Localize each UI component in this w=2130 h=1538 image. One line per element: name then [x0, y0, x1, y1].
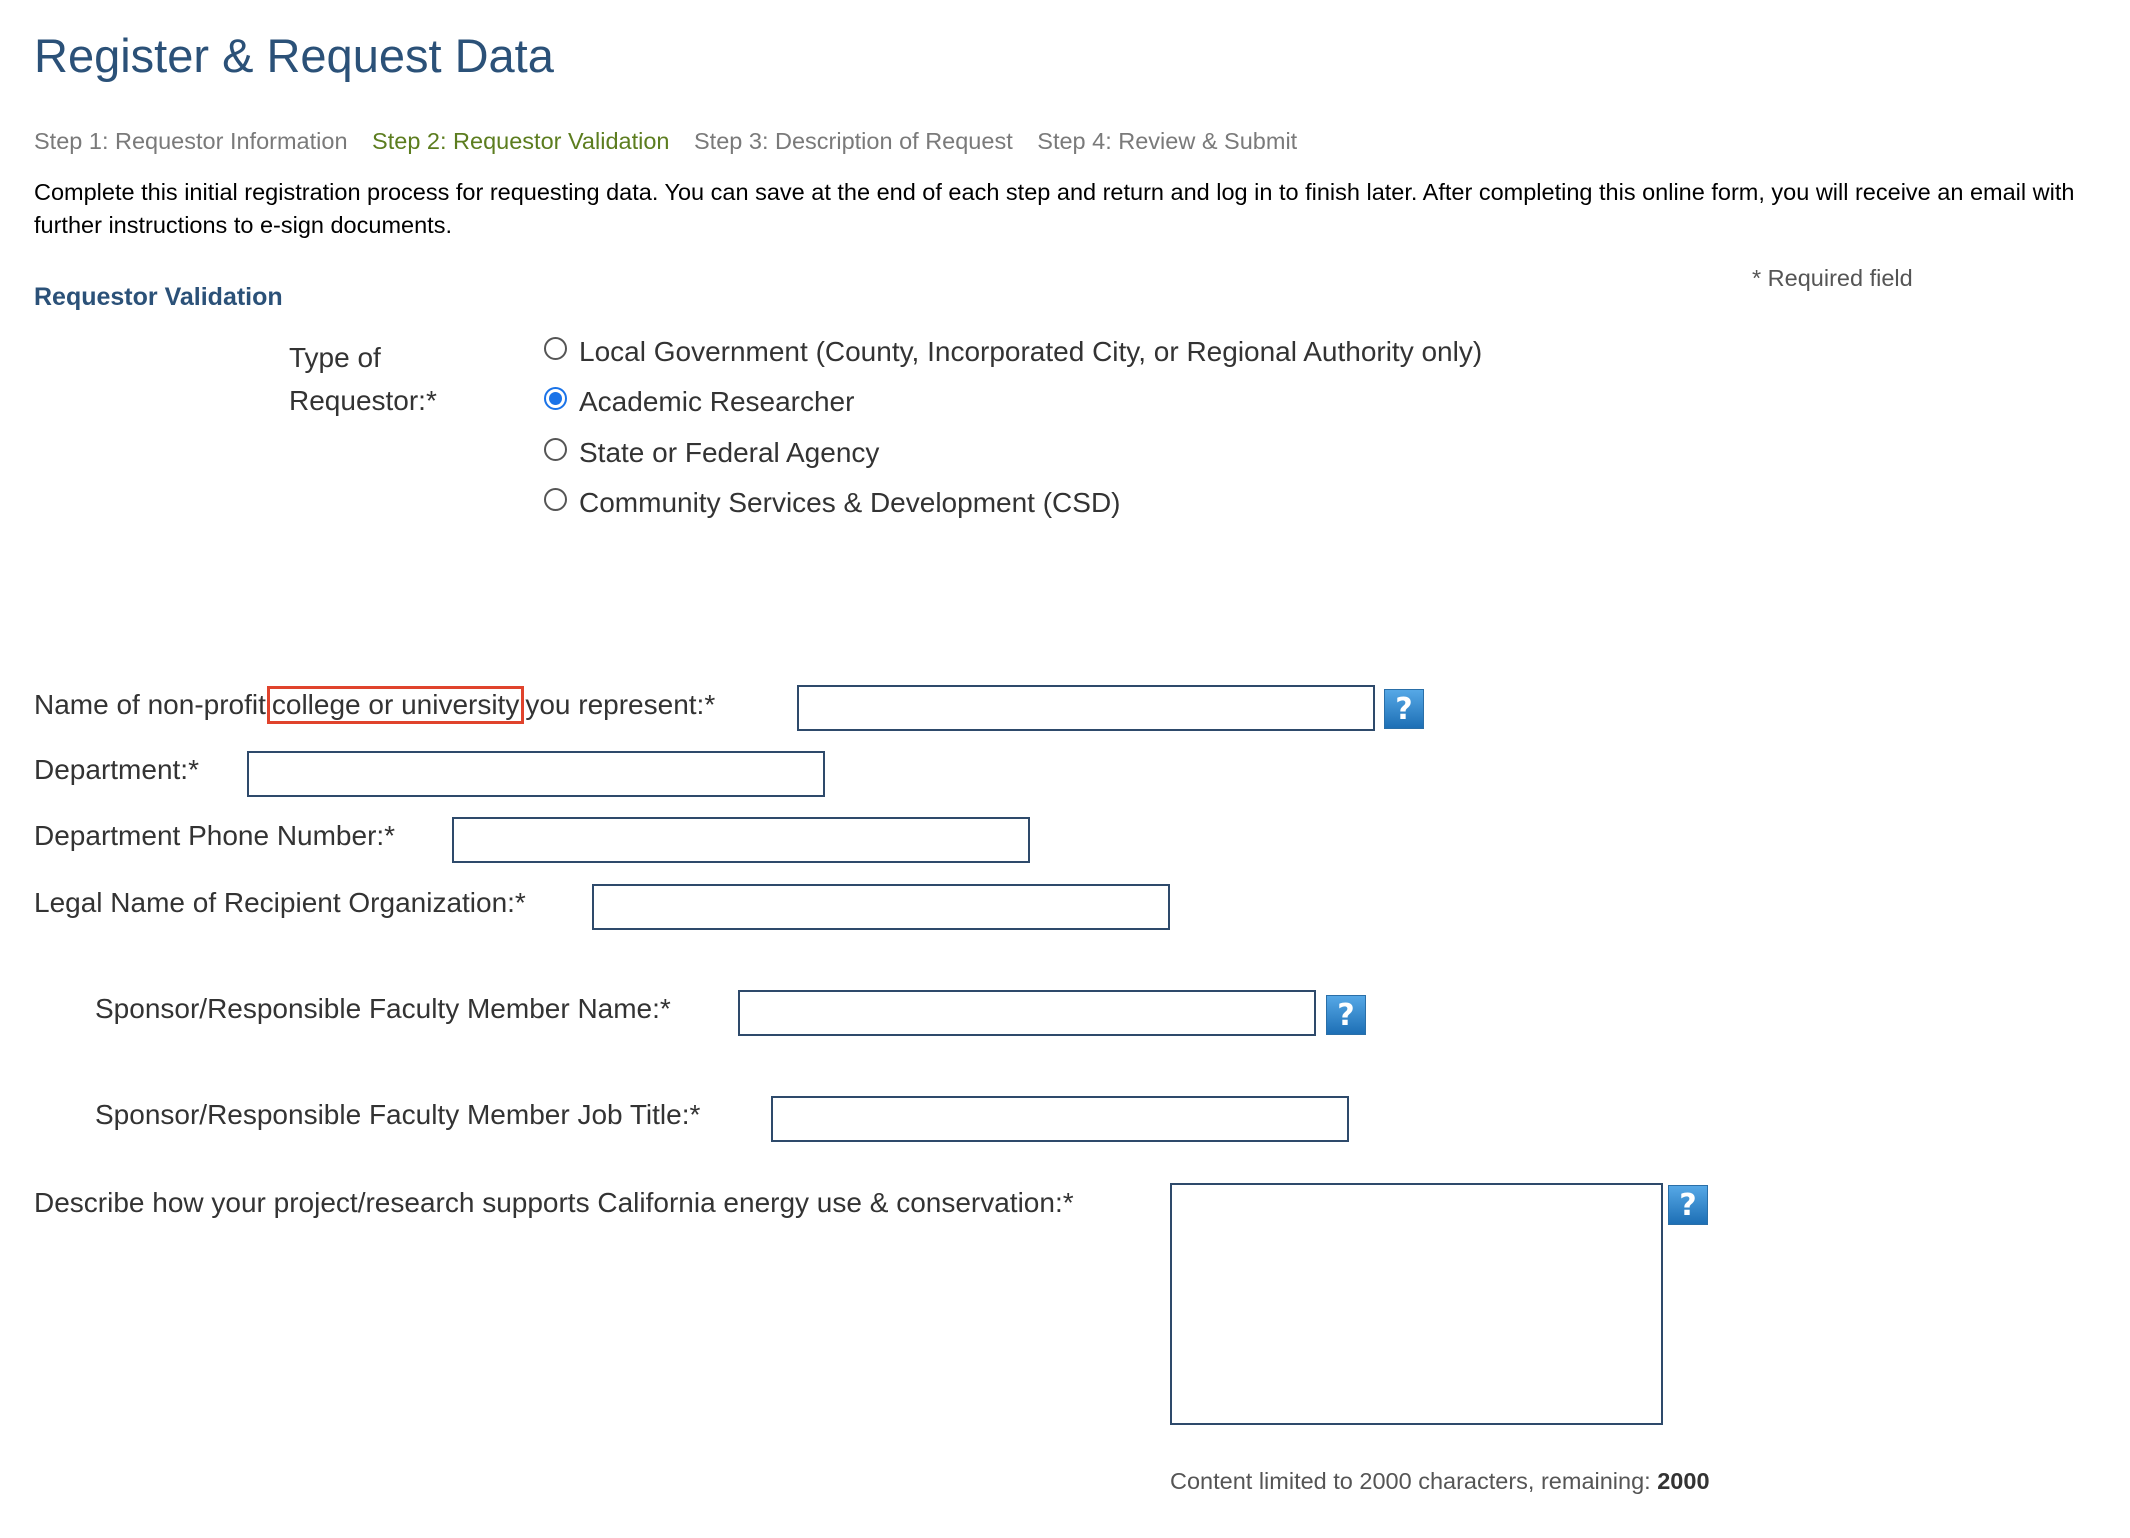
- legal-name-label: Legal Name of Recipient Organization:*: [34, 887, 526, 918]
- radio-button[interactable]: [544, 438, 567, 461]
- org-name-label-prefix: Name of non-profit: [34, 689, 266, 720]
- radio-label: Community Services & Development (CSD): [579, 487, 1121, 518]
- radio-button[interactable]: [544, 337, 567, 360]
- radio-academic-researcher[interactable]: [544, 386, 854, 418]
- radio-csd[interactable]: [544, 487, 1121, 519]
- requestor-type-label: [289, 336, 437, 422]
- department-label: Department:*: [34, 754, 199, 785]
- required-field-note: * Required field: [1752, 265, 1913, 291]
- org-name-label-suffix: you represent:*: [525, 689, 716, 720]
- highlighted-text: college or university: [267, 686, 524, 724]
- sponsor-name-input[interactable]: [738, 990, 1316, 1036]
- character-limit-note: [1170, 1468, 1710, 1495]
- step-4: Step 4: Review & Submit: [1037, 128, 1298, 154]
- radio-label: Local Government (County, Incorporated City, or Regional Authority only): [579, 336, 1483, 367]
- department-phone-label: Department Phone Number:*: [34, 820, 396, 851]
- sponsor-title-label: Sponsor/Responsible Faculty Member Job Title:*: [95, 1099, 701, 1130]
- department-input[interactable]: [247, 751, 825, 797]
- intro-text: Complete this initial registration process for requesting data. You can save at the end of each step and return and log in to finish later. After completing this online form, you will receive an email with further instructions to e-sign documents.: [34, 179, 2075, 238]
- department-phone-input[interactable]: [452, 817, 1030, 863]
- radio-button-selected[interactable]: [544, 387, 567, 410]
- requestor-type-label-line2: Requestor:*: [289, 385, 437, 416]
- radio-label: Academic Researcher: [579, 386, 855, 417]
- step-2-current: Step 2: Requestor Validation: [372, 128, 670, 154]
- section-title: Requestor Validation: [34, 283, 283, 311]
- step-progress: [34, 128, 1315, 155]
- radio-state-federal-agency[interactable]: [544, 437, 879, 469]
- sponsor-title-input[interactable]: [771, 1096, 1349, 1142]
- page-title: Register & Request Data: [34, 29, 554, 82]
- help-icon[interactable]: ?: [1668, 1185, 1708, 1225]
- org-name-input[interactable]: [797, 685, 1375, 731]
- characters-remaining: 2000: [1657, 1468, 1710, 1494]
- legal-name-input[interactable]: [592, 884, 1170, 930]
- help-icon[interactable]: ?: [1384, 689, 1424, 729]
- requestor-type-label-line1: Type of: [289, 342, 381, 373]
- radio-label: State or Federal Agency: [579, 437, 880, 468]
- project-description-label: Describe how your project/research supports California energy use & conservation:*: [34, 1187, 1074, 1218]
- org-name-label: [34, 686, 715, 724]
- step-1: Step 1: Requestor Information: [34, 128, 348, 154]
- sponsor-name-label: Sponsor/Responsible Faculty Member Name:*: [95, 993, 671, 1024]
- radio-local-government[interactable]: [544, 336, 1482, 368]
- radio-button[interactable]: [544, 488, 567, 511]
- character-limit-text: Content limited to 2000 characters, remaining:: [1170, 1468, 1651, 1494]
- step-3: Step 3: Description of Request: [694, 128, 1013, 154]
- help-icon[interactable]: ?: [1326, 995, 1366, 1035]
- project-description-textarea[interactable]: [1170, 1183, 1663, 1425]
